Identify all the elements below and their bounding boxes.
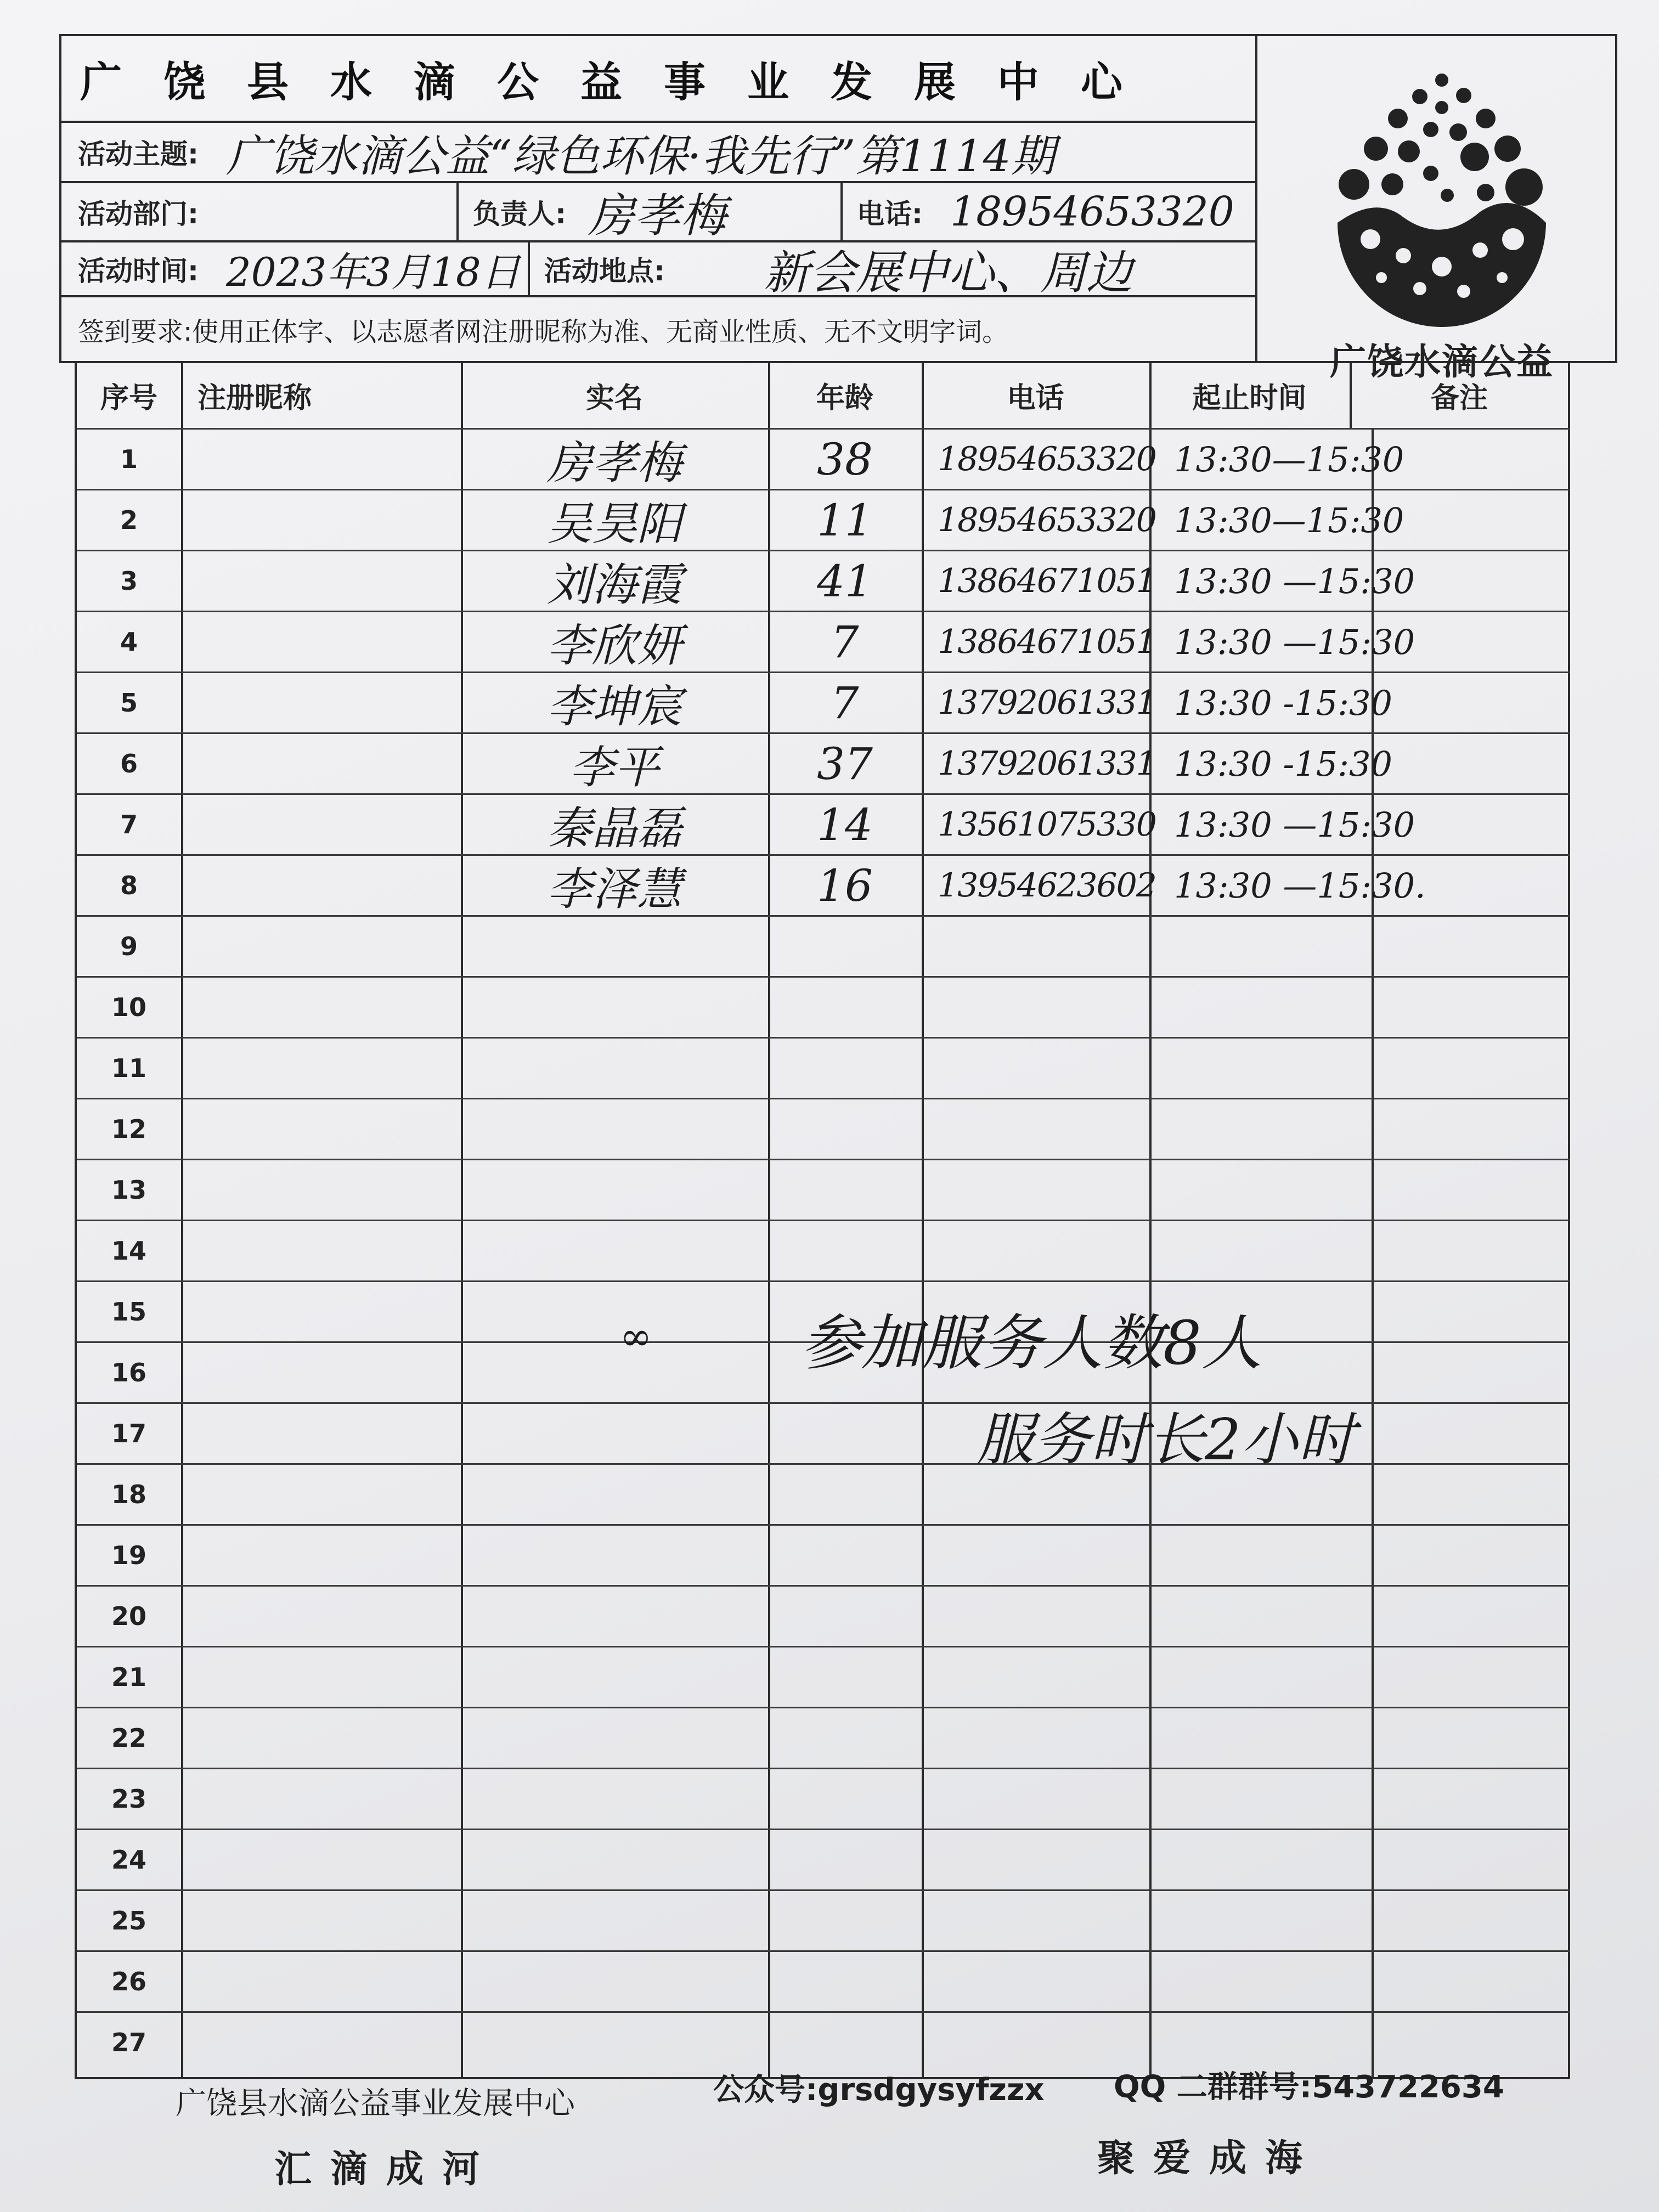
row-phone — [924, 1221, 1149, 1280]
row-age — [768, 1830, 922, 1889]
row-number: 22 — [111, 1723, 146, 1753]
place-value: 新会展中心、周边 — [764, 245, 1133, 300]
table-row — [77, 732, 1570, 793]
row-phone — [924, 1039, 1149, 1098]
table-row — [77, 915, 1570, 976]
row-name: 李平 — [569, 741, 659, 794]
row-time — [1152, 1708, 1426, 1768]
row-age — [768, 1160, 922, 1220]
row-age: 16 — [817, 860, 873, 911]
row-number: 26 — [111, 1967, 146, 1996]
row-phone — [924, 1160, 1149, 1220]
row-age — [768, 1465, 922, 1524]
col-header-time: 起止时间 — [1192, 381, 1307, 415]
row-phone — [924, 1769, 1149, 1829]
summary-duration: 服务时长2小时 — [977, 1406, 1356, 1473]
row-age — [768, 1221, 922, 1280]
footer-wechat: 公众号:grsdgysyfzzx — [713, 2072, 1045, 2108]
row-number: 16 — [111, 1358, 146, 1387]
row-age — [768, 1647, 922, 1707]
summary-participants: 参加服务人数8人 — [801, 1308, 1262, 1378]
row-number: 10 — [111, 992, 146, 1022]
row-number: 14 — [111, 1236, 146, 1266]
row-time — [1152, 978, 1426, 1037]
col-header-phone: 电话 — [1007, 381, 1064, 415]
org-title: 广饶县水滴公益事业发展中心 — [80, 57, 1164, 106]
row-name — [461, 1282, 768, 1341]
leader-value: 房孝梅 — [588, 188, 727, 242]
time-row — [61, 242, 1255, 300]
table-row — [77, 1829, 1570, 1889]
row-number: 27 — [111, 2028, 146, 2057]
place-label: 活动地点: — [544, 255, 665, 287]
row-age — [768, 1526, 922, 1585]
row-name — [461, 978, 768, 1037]
table-row — [77, 854, 1570, 915]
row-number: 1 — [120, 444, 138, 474]
row-name — [461, 2013, 768, 2072]
row-phone: 18954653320 — [938, 501, 1156, 539]
table-row — [77, 428, 1570, 489]
row-phone — [924, 1830, 1149, 1889]
row-name — [461, 1465, 768, 1524]
row-age — [768, 2013, 922, 2072]
row-number: 15 — [111, 1297, 146, 1327]
motto-left: 汇滴成河 — [274, 2147, 499, 2191]
phone-label: 电话: — [857, 198, 923, 230]
table-row — [77, 793, 1570, 854]
table-row — [77, 1950, 1570, 2011]
row-number: 17 — [111, 1419, 146, 1448]
theme-label: 活动主题: — [78, 138, 199, 170]
row-name — [461, 1039, 768, 1098]
table-row — [77, 489, 1570, 550]
row-time — [1152, 1647, 1426, 1707]
col-header-nickname: 注册昵称 — [198, 381, 312, 415]
row-time — [1152, 1952, 1426, 2011]
row-name — [461, 1404, 768, 1463]
row-name — [461, 1526, 768, 1585]
table-row — [77, 1220, 1570, 1280]
row-age — [768, 1587, 922, 1646]
col-header-remark: 备注 — [1430, 381, 1488, 415]
row-name — [461, 1708, 768, 1768]
table-row — [77, 1768, 1570, 1829]
theme-value: 广饶水滴公益“绿色环保·我先行”第1114期 — [226, 130, 1055, 182]
row-phone — [924, 1587, 1149, 1646]
table-row — [77, 611, 1570, 672]
col-header-no: 序号 — [100, 381, 157, 415]
row-time — [1152, 1769, 1426, 1829]
row-time: 13:30 -15:30 — [1174, 743, 1393, 784]
leader-label: 负责人: — [473, 198, 566, 230]
row-phone — [924, 1526, 1149, 1585]
row-number: 5 — [120, 688, 138, 718]
table-row — [77, 1707, 1570, 1768]
row-age: 7 — [831, 677, 859, 729]
row-time: 13:30 —15:30 — [1174, 561, 1415, 601]
dept-row — [61, 183, 1255, 242]
row-age: 38 — [817, 433, 873, 485]
row-number: 6 — [120, 749, 138, 778]
logo — [1266, 58, 1617, 383]
row-number: 24 — [111, 1845, 146, 1875]
theme-row — [61, 123, 1255, 183]
row-number: 8 — [120, 871, 138, 900]
dept-label: 活动部门: — [78, 198, 199, 230]
row-age — [768, 978, 922, 1037]
row-age: 11 — [817, 494, 873, 546]
row-phone: 18954653320 — [938, 440, 1156, 478]
row-time — [1152, 1891, 1426, 1950]
row-number: 7 — [120, 810, 138, 839]
row-name — [461, 1099, 768, 1159]
row-phone — [924, 1891, 1149, 1950]
row-phone: 13864671051 — [938, 562, 1156, 600]
row-age: 37 — [817, 738, 873, 789]
row-number: 21 — [111, 1662, 146, 1692]
row-name — [461, 1769, 768, 1829]
row-age — [768, 1769, 922, 1829]
requirement-text: 签到要求:使用正体字、以志愿者网注册昵称为准、无商业性质、无不文明字词。 — [78, 316, 1009, 347]
row-age — [768, 1099, 922, 1159]
time-label: 活动时间: — [78, 255, 199, 287]
row-age — [768, 917, 922, 976]
row-name — [461, 1221, 768, 1280]
row-time — [1152, 917, 1426, 976]
table-row — [77, 1037, 1570, 1098]
row-phone: 13792061331 — [938, 744, 1156, 783]
row-time: 13:30—15:30 — [1174, 439, 1404, 479]
requirement-row — [61, 297, 1255, 361]
phone-value: 18954653320 — [950, 188, 1234, 235]
row-phone — [924, 978, 1149, 1037]
table-row — [77, 1585, 1570, 1646]
row-name: 吴昊阳 — [547, 498, 682, 550]
footer-org: 广饶县水滴公益事业发展中心 — [176, 2086, 575, 2121]
table-row — [77, 976, 1570, 1037]
row-phone: 13954623602 — [938, 866, 1156, 905]
header-box — [59, 34, 1617, 383]
col-header-age: 年龄 — [816, 381, 873, 415]
row-age — [768, 1708, 922, 1768]
table-row — [77, 1524, 1570, 1585]
row-time — [1152, 1221, 1426, 1280]
row-number: 9 — [120, 932, 138, 961]
row-number: 23 — [111, 1784, 146, 1814]
row-time: 13:30 —15:30 — [1174, 622, 1415, 662]
row-time — [1152, 1526, 1426, 1585]
row-phone — [924, 1099, 1149, 1159]
row-age — [768, 1404, 922, 1463]
row-time: 13:30—15:30 — [1174, 500, 1404, 540]
footer-qq: QQ 二群群号:543722634 — [1114, 2069, 1504, 2105]
row-name: 房孝梅 — [547, 437, 682, 489]
time-value: 2023年3月18日 — [226, 249, 521, 295]
row-age — [768, 1891, 922, 1950]
row-age: 7 — [831, 616, 859, 668]
row-number: 3 — [120, 566, 138, 596]
handwritten-mark: ∞ — [620, 1314, 652, 1359]
row-time: 13:30 —15:30 — [1174, 804, 1415, 845]
table-row — [77, 1646, 1570, 1707]
row-phone: 13792061331 — [938, 684, 1156, 722]
row-name — [461, 1647, 768, 1707]
row-time — [1152, 1830, 1426, 1889]
row-number: 12 — [111, 1114, 146, 1144]
row-name — [461, 1830, 768, 1889]
table-row — [77, 1098, 1570, 1159]
row-phone — [924, 1647, 1149, 1707]
table-row — [77, 1889, 1570, 1950]
row-phone: 13561075330 — [938, 805, 1156, 844]
row-name: 刘海霞 — [547, 558, 682, 611]
row-time: 13:30 -15:30 — [1174, 682, 1393, 723]
row-name — [461, 1952, 768, 2011]
row-time — [1152, 1039, 1426, 1098]
row-time — [1152, 1099, 1426, 1159]
row-age — [768, 1952, 922, 2011]
water-drop-dots-icon — [1266, 58, 1617, 332]
row-number: 2 — [120, 505, 138, 535]
title-row — [61, 36, 1255, 123]
row-name: 李欣妍 — [547, 619, 682, 672]
row-name — [461, 1343, 768, 1402]
row-name: 李泽慧 — [547, 863, 682, 916]
row-number: 25 — [111, 1906, 146, 1936]
row-name — [461, 917, 768, 976]
row-time — [1152, 1160, 1426, 1220]
row-age: 41 — [817, 555, 873, 607]
row-time: 13:30 —15:30. — [1174, 865, 1426, 906]
col-header-name: 实名 — [585, 381, 643, 415]
header-info — [61, 36, 1257, 361]
row-number: 13 — [111, 1175, 146, 1205]
row-phone: 13864671051 — [938, 623, 1156, 661]
table-row — [77, 1159, 1570, 1220]
row-name — [461, 1160, 768, 1220]
row-name: 李坤宸 — [547, 680, 682, 733]
row-age: 14 — [817, 799, 873, 850]
row-number: 20 — [111, 1601, 146, 1631]
row-time — [1152, 1587, 1426, 1646]
row-age — [768, 1039, 922, 1098]
table-row — [77, 672, 1570, 732]
row-name: 秦晶磊 — [547, 802, 682, 855]
sign-in-table — [75, 362, 1570, 2079]
row-number: 19 — [111, 1541, 146, 1570]
row-number: 11 — [111, 1053, 146, 1083]
row-number: 18 — [111, 1480, 146, 1509]
row-phone — [924, 1708, 1149, 1768]
row-number: 4 — [120, 627, 138, 657]
row-phone — [924, 917, 1149, 976]
row-phone — [924, 1952, 1149, 2011]
table-row — [77, 550, 1570, 611]
logo-text: 广饶水滴公益 — [1330, 341, 1554, 383]
motto-right: 聚爱成海 — [1097, 2136, 1322, 2180]
row-name — [461, 1891, 768, 1950]
row-name — [461, 1587, 768, 1646]
